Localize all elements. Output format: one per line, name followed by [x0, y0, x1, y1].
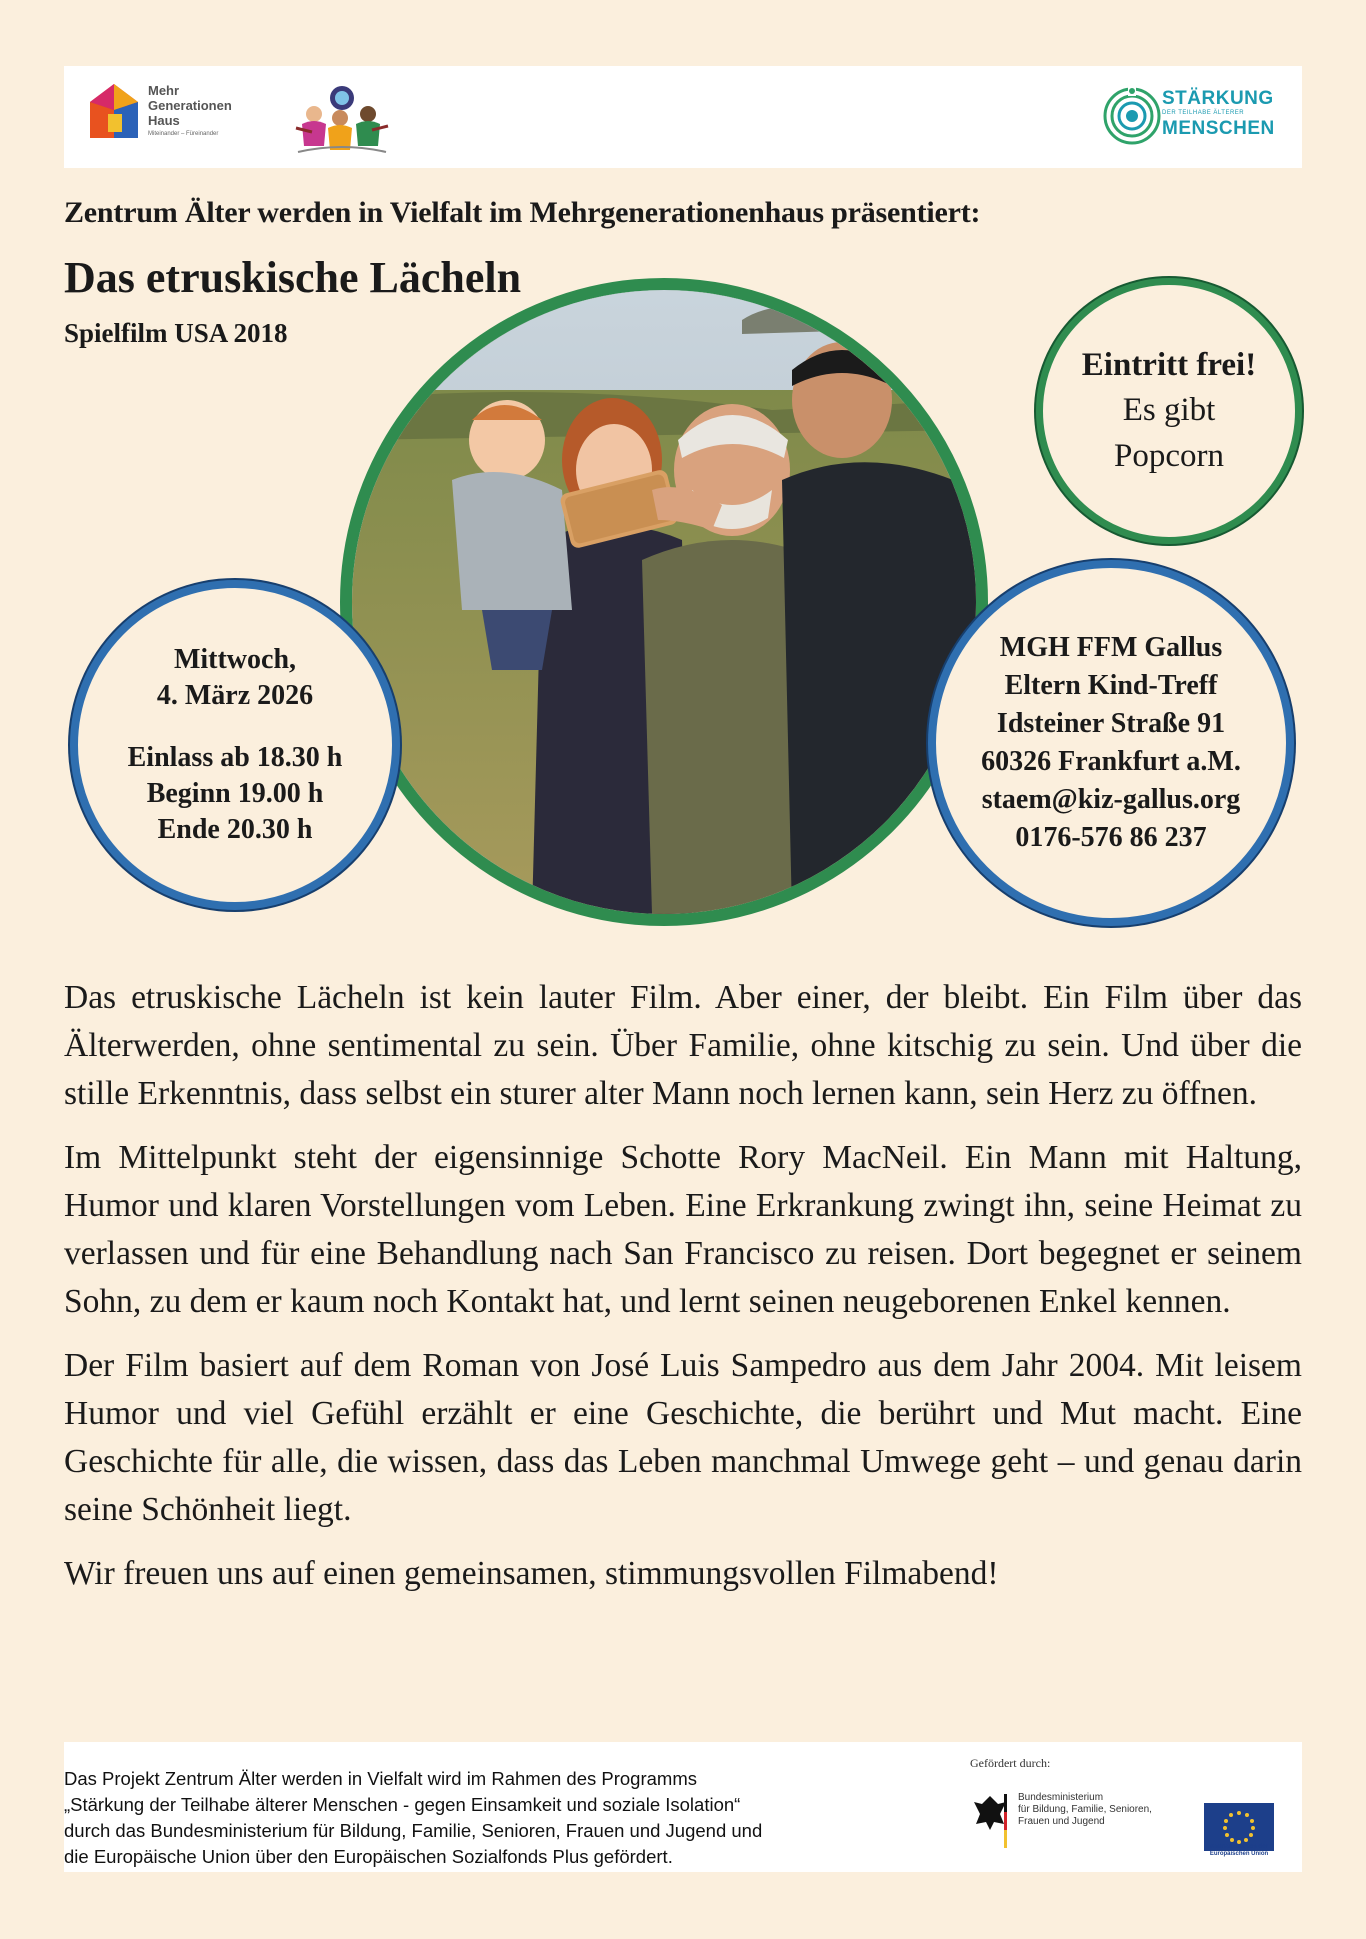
description-paragraph-3: Der Film basiert auf dem Roman von José Luis Sampedro aus dem Jahr 2004. Mit leisem Humor und viel Gefühl erzählt er eine Geschichte, die berührt und Mut macht. Eine Geschichte für alle, die wissen, dass das Leben manchmal Umwege geht – und genau darin seine Schönheit liegt.	[64, 1347, 1302, 1528]
federal-eagle-icon	[970, 1790, 1010, 1854]
ministry-name: Bundesministerium für Bildung, Familie, Senioren, Frauen und Jugend	[1018, 1792, 1152, 1827]
schedule-circle	[70, 580, 400, 910]
children-group-icon	[292, 80, 392, 156]
end-time: Ende 20.30 h	[157, 814, 313, 845]
venue-city: 60326 Frankfurt a.M.	[981, 746, 1241, 777]
presenter-line: Zentrum Älter werden in Vielfalt im Mehrgenerationenhaus präsentiert:	[64, 196, 981, 229]
logo-bar	[64, 66, 1302, 168]
film-title: Das etruskische Lächeln	[64, 253, 522, 302]
funding-footer	[64, 1742, 1302, 1872]
funding-line-1: Das Projekt Zentrum Älter werden in Vielfalt wird im Rahmen des Programms	[64, 1768, 697, 1789]
popcorn-line2: Popcorn	[1114, 438, 1224, 474]
staerkung-logo-line1: STÄRKUNG	[1162, 88, 1274, 109]
mehrgenerationenhaus-logo	[86, 80, 266, 150]
venue-street: Idsteiner Straße 91	[996, 708, 1226, 739]
start-time: Beginn 19.00 h	[146, 778, 324, 809]
funding-line-3: durch das Bundesministerium für Bildung, Familie, Senioren, Frauen und Jugend und	[64, 1820, 763, 1841]
staerkung-logo-line2: DER TEILHABE ÄLTERER	[1162, 110, 1245, 116]
description-paragraph-2: Im Mittelpunkt steht der eigensinnige Schotte Rory MacNeil. Ein Mann mit Haltung, Humor und klaren Vorstellungen vom Leben. Eine Erkrankung zwingt ihn, seine Heimat zu verlassen und für eine Behandlung nach San Francisco zu reisen. Dort begegnet er seinem Sohn, zu dem er kaum noch Kontakt hat, und lernt seinen neugeborenen Enkel kennen.	[64, 1139, 1302, 1320]
venue-place: Eltern Kind-Treff	[1004, 670, 1218, 701]
eu-cofunding-caption: Kofinanziert von der Europäischen Union	[1209, 1844, 1269, 1857]
ministry-logo	[970, 1790, 1160, 1860]
free-admission-label: Eintritt frei!	[1081, 347, 1257, 383]
admission-circle	[1036, 278, 1302, 544]
description-paragraph-4: Wir freuen uns auf einen gemeinsamen, stimmungsvollen Filmabend!	[64, 1555, 999, 1592]
entry-time: Einlass ab 18.30 h	[127, 742, 343, 773]
popcorn-line1: Es gibt	[1122, 392, 1216, 428]
concentric-circles-icon	[1102, 86, 1162, 146]
description-paragraph-1: Das etruskische Lächeln ist kein lauter Film. Aber einer, der bleibt. Ein Film über das Älterwerden, ohne sentimental zu sein. Über Familie, ohne kitschig zu sein. Und über die stille Erkenntnis, dass selbst ein sturer alter Mann noch lernen kann, sein Herz zu öffnen.	[64, 979, 1302, 1112]
family-selfie-image	[352, 290, 976, 914]
film-subtitle: Spielfilm USA 2018	[64, 318, 288, 348]
funding-line-4: die Europäische Union über den Europäischen Sozialfonds Plus gefördert.	[64, 1846, 673, 1867]
staerkung-logo	[1102, 82, 1282, 152]
venue-phone[interactable]: 0176-576 86 237	[1015, 822, 1207, 853]
event-date: 4. März 2026	[156, 680, 314, 711]
funding-line-2: „Stärkung der Teilhabe älterer Menschen - gegen Einsamkeit und soziale Isolation“	[64, 1794, 741, 1815]
film-description	[64, 974, 1302, 1614]
staerkung-logo-line3: MENSCHEN	[1162, 118, 1275, 139]
funded-by-label: Gefördert durch:	[970, 1756, 1051, 1770]
event-day: Mittwoch,	[173, 644, 297, 675]
mgh-logo-tagline: Miteinander – Füreinander	[148, 131, 219, 137]
venue-email[interactable]: staem@kiz-gallus.org	[981, 784, 1241, 815]
venue-name: MGH FFM Gallus	[999, 632, 1223, 663]
film-still-photo	[340, 278, 988, 926]
house-puzzle-icon	[86, 80, 142, 144]
mgh-logo-text: Mehr Generationen Haus	[148, 83, 232, 128]
venue-circle	[928, 560, 1294, 926]
funding-statement	[64, 1766, 944, 1870]
